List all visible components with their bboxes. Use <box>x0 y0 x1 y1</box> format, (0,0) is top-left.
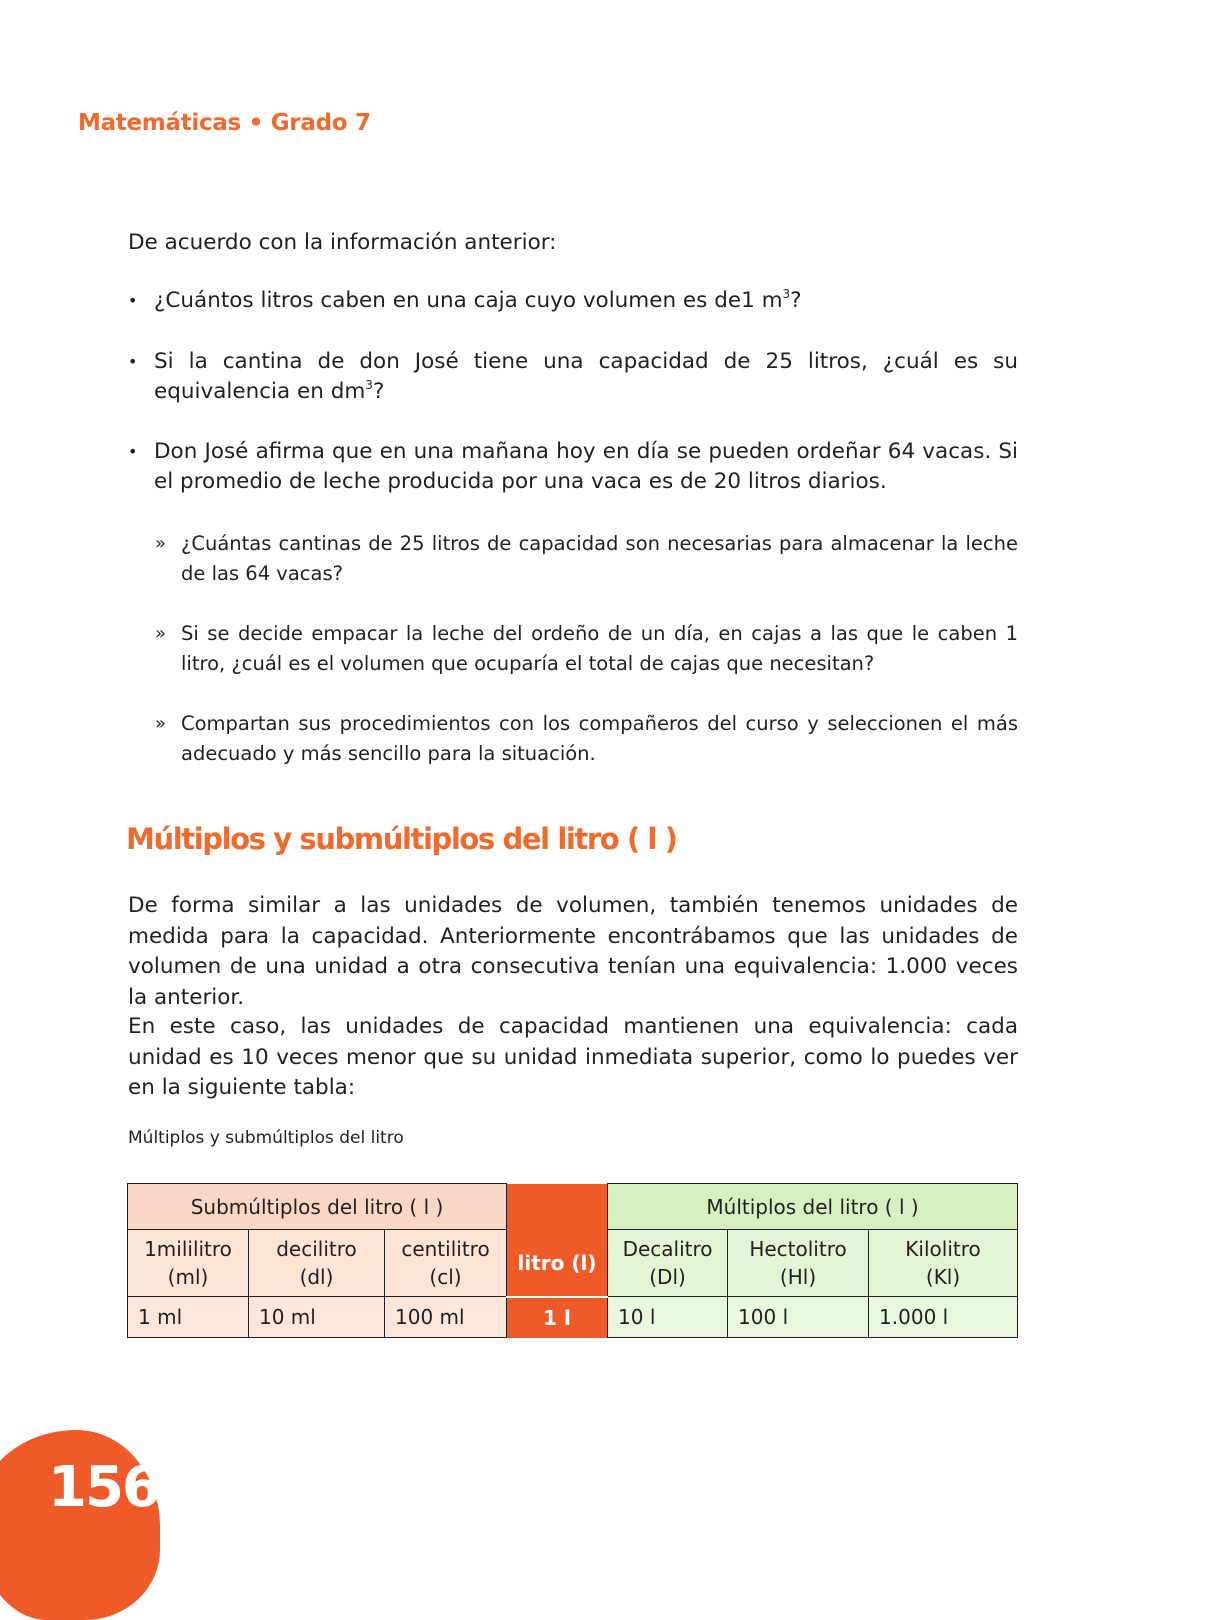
unit-name-cell: centilitro (cl) <box>385 1230 507 1297</box>
table-unit-row <box>128 1230 1018 1297</box>
unit-value-cell: 10 ml <box>249 1297 385 1338</box>
running-header: Matemáticas • Grado 7 <box>78 110 371 136</box>
table-caption: Múltiplos y submúltiplos del litro <box>128 1128 404 1148</box>
base-unit-value-cell: 1 l <box>507 1297 608 1338</box>
intro-text: De acuerdo con la información anterior: <box>128 230 557 255</box>
guillemet-marker: » <box>155 623 167 644</box>
bullet-marker: • <box>128 291 138 310</box>
table-header-row <box>128 1184 1018 1230</box>
sub-question-text: Si se decide empacar la leche del ordeño de un día, en cajas a las que le caben 1 litro, ¿cuál es el volumen que ocuparía el total de cajas que necesitan? <box>181 622 1018 675</box>
unit-value-cell: 10 l <box>608 1297 728 1338</box>
unit-name-cell: Hectolitro (Hl) <box>728 1230 869 1297</box>
unit-name-cell: Decalitro (Dl) <box>608 1230 728 1297</box>
section-title: Múltiplos y submúltiplos del litro ( l ) <box>126 822 677 856</box>
capacity-units-table <box>127 1183 1018 1338</box>
table-value-row <box>128 1297 1018 1338</box>
paragraph: En este caso, las unidades de capacidad mantienen una equivalencia: cada unidad es 10 veces menor que su unidad inmediata superior, como lo puedes ver en la siguiente tabla: <box>128 1014 1018 1100</box>
unit-name-cell: decilitro (dl) <box>249 1230 385 1297</box>
unit-value-cell: 1.000 l <box>869 1297 1018 1338</box>
unit-value-cell: 1 ml <box>128 1297 249 1338</box>
unit-value-cell: 100 l <box>728 1297 869 1338</box>
guillemet-marker: » <box>155 713 167 734</box>
submultiples-header: Submúltiplos del litro ( l ) <box>128 1184 507 1230</box>
guillemet-marker: » <box>155 533 167 554</box>
page-number: 156 <box>48 1455 159 1520</box>
question-text: Don José afirma que en una mañana hoy en día se pueden ordeñar 64 vacas. Si el promedio de leche producida por una vaca es de 20 litros diarios. <box>154 439 1018 494</box>
question-text: Si la cantina de don José tiene una capacidad de 25 litros, ¿cuál es su equivalencia en $dm^3$? <box>154 349 1018 404</box>
bullet-marker: • <box>128 442 138 461</box>
base-unit-cell: litro (l) <box>507 1230 608 1297</box>
question-text: ¿Cuántos litros caben en una caja cuyo volumen es de1 $m^3$? <box>154 287 802 313</box>
sub-question-text: ¿Cuántas cantinas de 25 litros de capacidad son necesarias para almacenar la leche de las 64 vacas? <box>181 532 1018 585</box>
multiples-header: Múltiplos del litro ( l ) <box>608 1184 1018 1230</box>
unit-name-cell: Kilolitro (Kl) <box>869 1230 1018 1297</box>
bullet-marker: • <box>128 352 138 371</box>
sub-question-text: Compartan sus procedimientos con los compañeros del curso y seleccionen el más adecuado y más sencillo para la situación. <box>181 712 1018 765</box>
base-unit-header <box>507 1184 608 1230</box>
unit-value-cell: 100 ml <box>385 1297 507 1338</box>
paragraph: De forma similar a las unidades de volumen, también tenemos unidades de medida para la capacidad. Anteriormente encontrábamos que las unidades de volumen de una unidad a otra consecutiva tenían una equivalencia: 1.000 veces la anterior. <box>128 893 1018 1010</box>
unit-name-cell: 1mililitro (ml) <box>128 1230 249 1297</box>
